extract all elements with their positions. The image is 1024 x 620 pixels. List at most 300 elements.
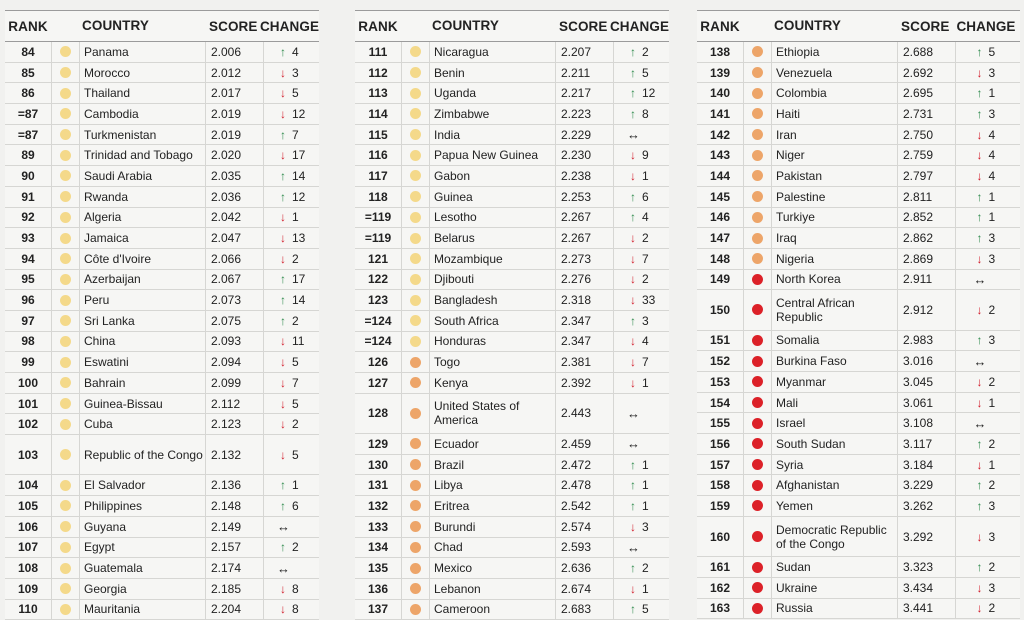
rank-cell: 161 bbox=[709, 560, 731, 575]
change-cell bbox=[614, 252, 669, 266]
arrow-left-right-icon: ↔ bbox=[627, 436, 640, 452]
level-dot-icon bbox=[752, 459, 763, 470]
rank-cell: 151 bbox=[709, 333, 731, 348]
table-body bbox=[5, 42, 319, 620]
change-cell bbox=[956, 396, 1020, 410]
country-cell: Myanmar bbox=[772, 372, 898, 392]
level-dot-icon bbox=[60, 449, 71, 460]
rank-cell: 145 bbox=[709, 189, 731, 204]
country-cell: Mali bbox=[772, 393, 898, 413]
level-indicator bbox=[743, 104, 772, 124]
table-row bbox=[5, 228, 319, 249]
change-cell bbox=[264, 376, 319, 390]
change-value: 9 bbox=[642, 148, 649, 163]
dot-header bbox=[51, 11, 78, 41]
rank-cell: 116 bbox=[368, 148, 388, 163]
country-cell: Libya bbox=[430, 475, 556, 495]
level-indicator bbox=[51, 600, 80, 620]
change-cell bbox=[956, 272, 1020, 287]
change-cell bbox=[956, 560, 1020, 574]
table-row bbox=[355, 373, 669, 394]
rank-cell: 148 bbox=[709, 251, 731, 266]
change-cell bbox=[956, 437, 1020, 451]
table-row bbox=[355, 600, 669, 620]
change-value: 3 bbox=[988, 106, 996, 121]
level-indicator bbox=[743, 187, 772, 207]
level-indicator bbox=[51, 249, 80, 269]
country-cell: Cambodia bbox=[80, 104, 206, 124]
table-row bbox=[5, 208, 319, 229]
table-row bbox=[355, 475, 669, 496]
score-cell: 2.112 bbox=[206, 394, 264, 414]
level-indicator bbox=[743, 249, 772, 269]
change-value: 5 bbox=[292, 396, 299, 411]
change-cell bbox=[956, 416, 1020, 431]
arrow-left-right-icon: ↔ bbox=[277, 519, 290, 535]
arrow-down-icon: ↓ bbox=[630, 251, 636, 266]
level-indicator bbox=[743, 42, 772, 62]
arrow-up-icon: ↑ bbox=[280, 189, 286, 204]
change-value: 6 bbox=[292, 498, 299, 513]
change-cell bbox=[264, 293, 319, 307]
change-cell bbox=[614, 148, 669, 162]
arrow-down-icon: ↓ bbox=[976, 529, 983, 544]
score-cell: 2.750 bbox=[898, 125, 956, 145]
table-row bbox=[5, 83, 319, 104]
arrow-up-icon: ↑ bbox=[976, 498, 983, 513]
table-row bbox=[697, 270, 1020, 291]
change-value: 2 bbox=[988, 436, 996, 451]
rank-cell: 130 bbox=[367, 457, 389, 472]
level-dot-icon bbox=[60, 191, 71, 202]
arrow-down-icon: ↓ bbox=[280, 581, 286, 596]
arrow-down-icon: ↓ bbox=[976, 127, 983, 142]
arrow-up-icon: ↑ bbox=[280, 498, 286, 513]
change-value: 1 bbox=[642, 478, 649, 493]
change-cell bbox=[956, 252, 1020, 266]
arrow-left-right-icon: ↔ bbox=[973, 271, 987, 287]
change-value: 1 bbox=[292, 478, 299, 493]
country-cell: Brazil bbox=[430, 455, 556, 475]
change-cell bbox=[956, 354, 1020, 369]
country-cell: Sri Lanka bbox=[80, 311, 206, 331]
level-indicator bbox=[51, 208, 80, 228]
arrow-down-icon: ↓ bbox=[280, 355, 286, 370]
level-dot-icon bbox=[60, 563, 71, 574]
score-cell: 2.132 bbox=[206, 435, 264, 474]
score-cell: 2.073 bbox=[206, 290, 264, 310]
score-cell: 2.094 bbox=[206, 352, 264, 372]
rank-cell: 91 bbox=[21, 189, 35, 204]
change-cell bbox=[956, 169, 1020, 183]
level-dot-icon bbox=[752, 67, 763, 78]
arrow-up-icon: ↑ bbox=[976, 189, 983, 204]
level-indicator bbox=[51, 475, 80, 495]
change-value: 17 bbox=[292, 272, 306, 287]
level-indicator bbox=[743, 455, 772, 475]
change-cell bbox=[614, 582, 669, 596]
level-dot-icon bbox=[752, 274, 763, 285]
level-indicator bbox=[401, 352, 430, 372]
country-cell: North Korea bbox=[772, 270, 898, 290]
rank-cell: 96 bbox=[21, 293, 35, 308]
arrow-up-icon: ↑ bbox=[630, 210, 636, 225]
table-row bbox=[355, 538, 669, 559]
table-row bbox=[697, 557, 1020, 578]
country-cell: Central African Republic bbox=[772, 290, 898, 329]
level-dot-icon bbox=[752, 129, 763, 140]
arrow-up-icon: ↑ bbox=[630, 44, 636, 59]
change-value: 2 bbox=[988, 478, 996, 493]
level-dot-icon bbox=[752, 531, 763, 542]
arrow-up-icon: ↑ bbox=[280, 478, 286, 493]
level-dot-icon bbox=[60, 67, 71, 78]
change-cell bbox=[614, 355, 669, 369]
country-cell: Afghanistan bbox=[772, 475, 898, 495]
table-row bbox=[5, 352, 319, 373]
change-cell bbox=[264, 519, 319, 534]
table-row bbox=[355, 42, 669, 63]
country-cell: Iraq bbox=[772, 228, 898, 248]
arrow-up-icon: ↑ bbox=[630, 602, 636, 617]
score-cell: 2.695 bbox=[898, 83, 956, 103]
rank-cell: 157 bbox=[709, 457, 731, 472]
score-cell: 2.542 bbox=[556, 496, 614, 516]
country-cell: Palestine bbox=[772, 187, 898, 207]
change-cell bbox=[264, 540, 319, 554]
country-cell: Democratic Republic of the Congo bbox=[772, 517, 898, 556]
country-cell: China bbox=[80, 332, 206, 352]
level-indicator bbox=[51, 290, 80, 310]
score-cell: 2.478 bbox=[556, 475, 614, 495]
country-cell: Republic of the Congo bbox=[80, 435, 206, 474]
arrow-up-icon: ↑ bbox=[976, 560, 983, 575]
table-row bbox=[5, 538, 319, 559]
change-value: 3 bbox=[988, 65, 996, 80]
arrow-up-icon: ↑ bbox=[280, 293, 286, 308]
change-value: 4 bbox=[988, 148, 996, 163]
table-row bbox=[697, 517, 1020, 557]
table-row bbox=[697, 249, 1020, 270]
level-dot-icon bbox=[60, 583, 71, 594]
country-header: COUNTRY bbox=[774, 18, 841, 33]
country-cell: Morocco bbox=[80, 63, 206, 83]
ranking-panel-2 bbox=[355, 10, 669, 620]
table-row bbox=[355, 558, 669, 579]
country-cell: Azerbaijan bbox=[80, 270, 206, 290]
arrow-up-icon: ↑ bbox=[630, 189, 636, 204]
rank-cell: 123 bbox=[367, 293, 389, 308]
ranking-panel-3 bbox=[697, 10, 1020, 619]
country-cell: South Africa bbox=[430, 311, 556, 331]
score-cell: 2.636 bbox=[556, 558, 614, 578]
change-cell bbox=[264, 231, 319, 245]
level-dot-icon bbox=[60, 170, 71, 181]
change-value: 1 bbox=[988, 210, 996, 225]
change-value: 8 bbox=[292, 602, 299, 617]
level-indicator bbox=[401, 270, 430, 290]
level-dot-icon bbox=[752, 438, 763, 449]
change-cell bbox=[264, 448, 319, 462]
level-dot-icon bbox=[410, 377, 421, 388]
country-cell: Thailand bbox=[80, 83, 206, 103]
arrow-down-icon: ↓ bbox=[280, 231, 286, 246]
score-cell: 2.472 bbox=[556, 455, 614, 475]
country-cell: Guyana bbox=[80, 517, 206, 537]
change-cell bbox=[614, 314, 669, 328]
change-cell bbox=[614, 66, 669, 80]
level-dot-icon bbox=[752, 397, 763, 408]
level-indicator bbox=[743, 331, 772, 351]
table-row bbox=[355, 104, 669, 125]
country-cell: Sudan bbox=[772, 557, 898, 577]
level-indicator bbox=[51, 394, 80, 414]
dot-header bbox=[401, 11, 428, 41]
level-dot-icon bbox=[60, 377, 71, 388]
score-cell: 2.066 bbox=[206, 249, 264, 269]
change-value: 1 bbox=[988, 86, 996, 101]
rank-cell: 100 bbox=[17, 375, 39, 390]
change-cell bbox=[614, 169, 669, 183]
score-cell: 2.207 bbox=[556, 42, 614, 62]
score-cell: 3.061 bbox=[898, 393, 956, 413]
rank-cell: =87 bbox=[17, 127, 39, 142]
country-cell: Cameroon bbox=[430, 600, 556, 620]
score-cell: 2.185 bbox=[206, 579, 264, 599]
table-row bbox=[697, 331, 1020, 352]
score-cell: 2.042 bbox=[206, 208, 264, 228]
table-row bbox=[697, 351, 1020, 372]
change-cell bbox=[614, 107, 669, 121]
arrow-up-icon: ↑ bbox=[630, 478, 636, 493]
table-row bbox=[5, 290, 319, 311]
level-dot-icon bbox=[60, 212, 71, 223]
rank-cell: 101 bbox=[17, 396, 39, 411]
level-indicator bbox=[401, 538, 430, 558]
change-value: 1 bbox=[988, 189, 996, 204]
score-cell: 2.012 bbox=[206, 63, 264, 83]
table-row bbox=[697, 413, 1020, 434]
arrow-down-icon: ↓ bbox=[280, 396, 286, 411]
change-cell bbox=[264, 499, 319, 513]
change-value: 4 bbox=[292, 44, 299, 59]
score-cell: 2.574 bbox=[556, 517, 614, 537]
level-indicator bbox=[51, 311, 80, 331]
change-value: 2 bbox=[642, 561, 649, 576]
score-cell: 2.688 bbox=[898, 42, 956, 62]
score-cell: 2.392 bbox=[556, 373, 614, 393]
score-cell: 2.036 bbox=[206, 187, 264, 207]
level-indicator bbox=[401, 166, 430, 186]
country-cell: Egypt bbox=[80, 538, 206, 558]
change-value: 5 bbox=[292, 447, 299, 462]
country-cell: Trinidad and Tobago bbox=[80, 145, 206, 165]
change-cell bbox=[956, 231, 1020, 245]
table-row bbox=[355, 270, 669, 291]
change-value: 4 bbox=[642, 334, 649, 349]
score-cell: 2.093 bbox=[206, 332, 264, 352]
arrow-down-icon: ↓ bbox=[976, 457, 983, 472]
change-cell bbox=[264, 252, 319, 266]
level-dot-icon bbox=[752, 233, 763, 244]
table-row bbox=[5, 435, 319, 475]
level-dot-icon bbox=[410, 191, 421, 202]
level-dot-icon bbox=[410, 563, 421, 574]
change-cell bbox=[614, 86, 669, 100]
change-value: 2 bbox=[292, 417, 299, 432]
country-cell: Guatemala bbox=[80, 558, 206, 578]
level-indicator bbox=[743, 475, 772, 495]
score-cell: 2.020 bbox=[206, 145, 264, 165]
level-dot-icon bbox=[752, 480, 763, 491]
change-value: 3 bbox=[988, 251, 996, 266]
rank-cell: 104 bbox=[17, 478, 39, 493]
change-value: 2 bbox=[988, 560, 996, 575]
table-row bbox=[697, 475, 1020, 496]
table-row bbox=[697, 434, 1020, 455]
rank-cell: 143 bbox=[709, 148, 731, 163]
score-cell: 3.229 bbox=[898, 475, 956, 495]
change-cell bbox=[264, 478, 319, 492]
arrow-down-icon: ↓ bbox=[630, 148, 636, 163]
change-value: 2 bbox=[988, 302, 996, 317]
level-indicator bbox=[743, 125, 772, 145]
change-cell bbox=[956, 107, 1020, 121]
rank-cell: 114 bbox=[368, 106, 388, 121]
level-dot-icon bbox=[752, 212, 763, 223]
level-dot-icon bbox=[60, 129, 71, 140]
score-cell: 2.273 bbox=[556, 249, 614, 269]
dot-header bbox=[743, 11, 770, 41]
table-row bbox=[5, 166, 319, 187]
change-cell bbox=[614, 436, 669, 451]
change-cell bbox=[614, 478, 669, 492]
score-cell: 3.441 bbox=[898, 599, 956, 619]
arrow-up-icon: ↑ bbox=[630, 86, 636, 101]
table-row bbox=[5, 496, 319, 517]
change-cell bbox=[614, 272, 669, 286]
rank-cell: 147 bbox=[709, 231, 731, 246]
arrow-up-icon: ↑ bbox=[630, 65, 636, 80]
level-dot-icon bbox=[60, 46, 71, 57]
arrow-up-icon: ↑ bbox=[280, 168, 286, 183]
country-cell: Cuba bbox=[80, 414, 206, 434]
arrow-down-icon: ↓ bbox=[976, 374, 983, 389]
table-row bbox=[355, 332, 669, 353]
arrow-down-icon: ↓ bbox=[630, 375, 636, 390]
change-value: 3 bbox=[988, 580, 996, 595]
change-cell bbox=[956, 478, 1020, 492]
change-value: 6 bbox=[642, 189, 649, 204]
score-cell: 2.123 bbox=[206, 414, 264, 434]
change-value: 5 bbox=[642, 65, 649, 80]
change-cell bbox=[956, 581, 1020, 595]
level-indicator bbox=[51, 332, 80, 352]
level-dot-icon bbox=[752, 562, 763, 573]
rank-cell: 86 bbox=[21, 86, 35, 101]
score-cell: 2.811 bbox=[898, 187, 956, 207]
level-indicator bbox=[743, 63, 772, 83]
table-row bbox=[697, 578, 1020, 599]
level-indicator bbox=[743, 166, 772, 186]
level-dot-icon bbox=[60, 315, 71, 326]
change-value: 14 bbox=[292, 293, 306, 308]
change-cell bbox=[956, 303, 1020, 317]
score-cell: 2.267 bbox=[556, 228, 614, 248]
rank-cell: 134 bbox=[367, 540, 389, 555]
arrow-down-icon: ↓ bbox=[630, 272, 636, 287]
arrow-left-right-icon: ↔ bbox=[277, 560, 290, 576]
level-indicator bbox=[51, 228, 80, 248]
change-value: 1 bbox=[988, 457, 996, 472]
rank-cell: 122 bbox=[367, 272, 389, 287]
level-indicator bbox=[51, 166, 80, 186]
score-cell: 2.148 bbox=[206, 496, 264, 516]
table-row bbox=[697, 42, 1020, 63]
level-indicator bbox=[401, 104, 430, 124]
score-cell: 2.862 bbox=[898, 228, 956, 248]
level-dot-icon bbox=[410, 150, 421, 161]
arrow-down-icon: ↓ bbox=[280, 602, 286, 617]
change-cell bbox=[264, 128, 319, 142]
rank-header: RANK bbox=[358, 18, 398, 34]
level-dot-icon bbox=[752, 46, 763, 57]
level-dot-icon bbox=[752, 500, 763, 511]
score-cell: 3.434 bbox=[898, 578, 956, 598]
change-value: 14 bbox=[292, 168, 306, 183]
rank-cell: =124 bbox=[364, 334, 392, 349]
level-indicator bbox=[401, 145, 430, 165]
level-indicator bbox=[401, 394, 430, 433]
arrow-down-icon: ↓ bbox=[280, 417, 286, 432]
level-indicator bbox=[51, 104, 80, 124]
table-row bbox=[355, 517, 669, 538]
rank-cell: 126 bbox=[367, 355, 389, 370]
table-row bbox=[697, 104, 1020, 125]
level-indicator bbox=[401, 579, 430, 599]
level-indicator bbox=[743, 413, 772, 433]
score-cell: 2.683 bbox=[556, 600, 614, 620]
table-row bbox=[5, 414, 319, 435]
level-dot-icon bbox=[60, 419, 71, 430]
level-dot-icon bbox=[410, 253, 421, 264]
level-dot-icon bbox=[60, 253, 71, 264]
arrow-up-icon: ↑ bbox=[976, 210, 983, 225]
level-dot-icon bbox=[410, 459, 421, 470]
change-value: 2 bbox=[988, 601, 996, 616]
level-dot-icon bbox=[410, 108, 421, 119]
score-cell: 2.692 bbox=[898, 63, 956, 83]
rank-cell: 112 bbox=[368, 65, 388, 80]
level-dot-icon bbox=[410, 212, 421, 223]
score-cell: 3.184 bbox=[898, 455, 956, 475]
level-dot-icon bbox=[410, 408, 421, 419]
country-cell: Chad bbox=[430, 538, 556, 558]
arrow-up-icon: ↑ bbox=[976, 86, 983, 101]
table-row bbox=[355, 125, 669, 146]
level-indicator bbox=[401, 600, 430, 620]
change-value: 11 bbox=[292, 334, 305, 349]
rank-header: RANK bbox=[700, 18, 740, 34]
score-cell: 3.323 bbox=[898, 557, 956, 577]
change-value: 2 bbox=[292, 251, 299, 266]
country-header: COUNTRY bbox=[432, 18, 499, 33]
level-dot-icon bbox=[752, 170, 763, 181]
table-row bbox=[697, 455, 1020, 476]
country-header: COUNTRY bbox=[82, 18, 149, 33]
level-dot-icon bbox=[410, 604, 421, 615]
table-row bbox=[697, 393, 1020, 414]
